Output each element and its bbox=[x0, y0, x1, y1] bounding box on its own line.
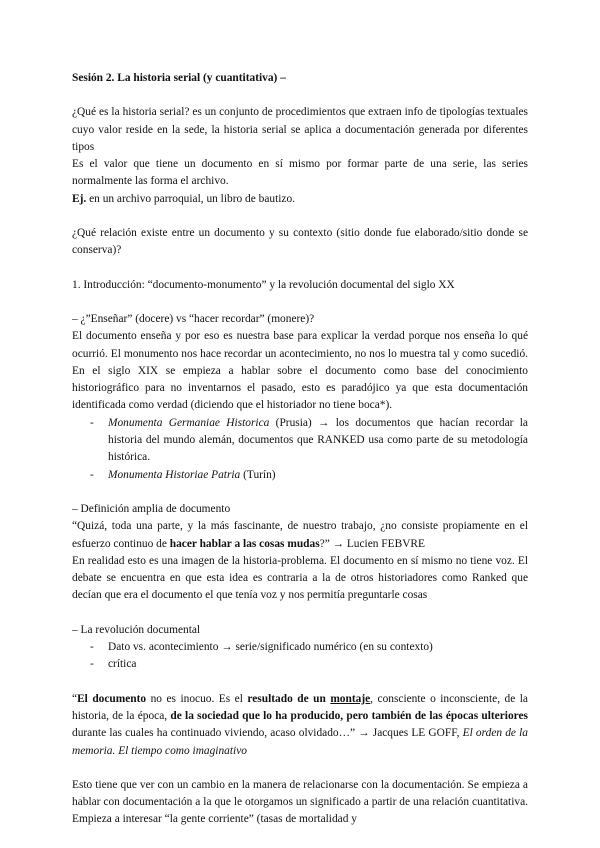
list-item: - Monumenta Historiae Patria (Turín) bbox=[72, 467, 528, 484]
paragraph-documento-ensena: El documento enseña y por eso es nuestra base para explicar la verdad porque nos enseña lo qué ocurrió. El monumento nos hace recordar un acontecimiento, no nos lo muestra tal y como sucedió. En el siglo XIX se empieza a hablar sobre el documento como base del conocimiento historiográfico para no inventarnos el pasado, esto es paradójico ya que esta documentación identificada como verdad (diciendo que el historiador no tiene boca*). bbox=[72, 330, 528, 412]
session-title: Sesión 2. La historia serial (y cuantitativa) – bbox=[72, 72, 286, 84]
subheading-ensenar: – ¿”Enseñar” (docere) vs “hacer recordar” (monere)? bbox=[72, 312, 315, 325]
example-label: Ej. bbox=[72, 192, 87, 205]
subheading-revolucion: – La revolución documental bbox=[72, 623, 201, 636]
list-item: - crítica bbox=[72, 656, 528, 673]
list-item: - Dato vs. acontecimiento → serie/significado numérico (en su contexto) bbox=[72, 639, 528, 656]
subheading-definicion: – Definición amplia de documento bbox=[72, 502, 231, 515]
list-item: - Monumenta Germaniae Historica (Prusia) → los documentos que hacían recordar la historia del mundo alemán, documentos que RANKED usa como parte de su metodología histórica. bbox=[72, 415, 528, 467]
paragraph-historia-problema: En realidad esto es una imagen de la historia-problema. El documento en sí mismo no tiene voz. El debate se encuentra en que esta idea es contraria a la de otros historiadores como Ranked que decían que era el documento el que tenía voz y nos permitía preguntarle cosas bbox=[72, 554, 528, 602]
paragraph-value: Es el valor que tiene un documento en sí mismo por formar parte de una serie, las series normalmente las forma el archivo. bbox=[72, 158, 528, 188]
document-page bbox=[72, 70, 528, 829]
paragraph-cambio: Esto tiene que ver con un cambio en la manera de relacionarse con la documentación. Se empieza a hablar con documentación a la que le otorgamos un significado a partir de una relación cuantitativa. Empieza a interesar “la gente corriente” (tasas de mortalidad y bbox=[72, 778, 528, 826]
section-heading-intro: 1. Introducción: “documento-monumento” y la revolución documental del siglo XX bbox=[72, 278, 455, 291]
paragraph-definition: ¿Qué es la historia serial? es un conjunto de procedimientos que extraen info de tipologías textuales cuyo valor reside en la sede, la historia serial se aplica a documentación generada por diferentes tipos bbox=[72, 106, 528, 153]
febvre-quote: “Quizá, toda una parte, y la más fascinante, de nuestro trabajo, ¿no consiste propiamente en el esfuerzo continuo de hacer hablar a las cosas mudas?” → Lucien FEBVRE bbox=[72, 520, 528, 550]
paragraph-question: ¿Qué relación existe entre un documento y su contexto (sitio donde fue elaborado/sitio donde se conserva)? bbox=[72, 227, 528, 257]
revolucion-list bbox=[72, 639, 528, 674]
monumenta-list bbox=[72, 415, 528, 484]
legoff-quote: “El documento no es inocuo. Es el resultado de un montaje, consciente o inconsciente, de la historia, de la época, de la sociedad que lo ha producido, pero también de las épocas ulteriores durante las cuales ha continuado viviendo, acaso olvidado…” → Jacques LE GOFF, El orden de la memoria. El tiempo como imaginativo bbox=[72, 692, 528, 757]
example-text: en un archivo parroquial, un libro de bautizo. bbox=[86, 192, 296, 205]
paragraph-example bbox=[72, 191, 528, 208]
